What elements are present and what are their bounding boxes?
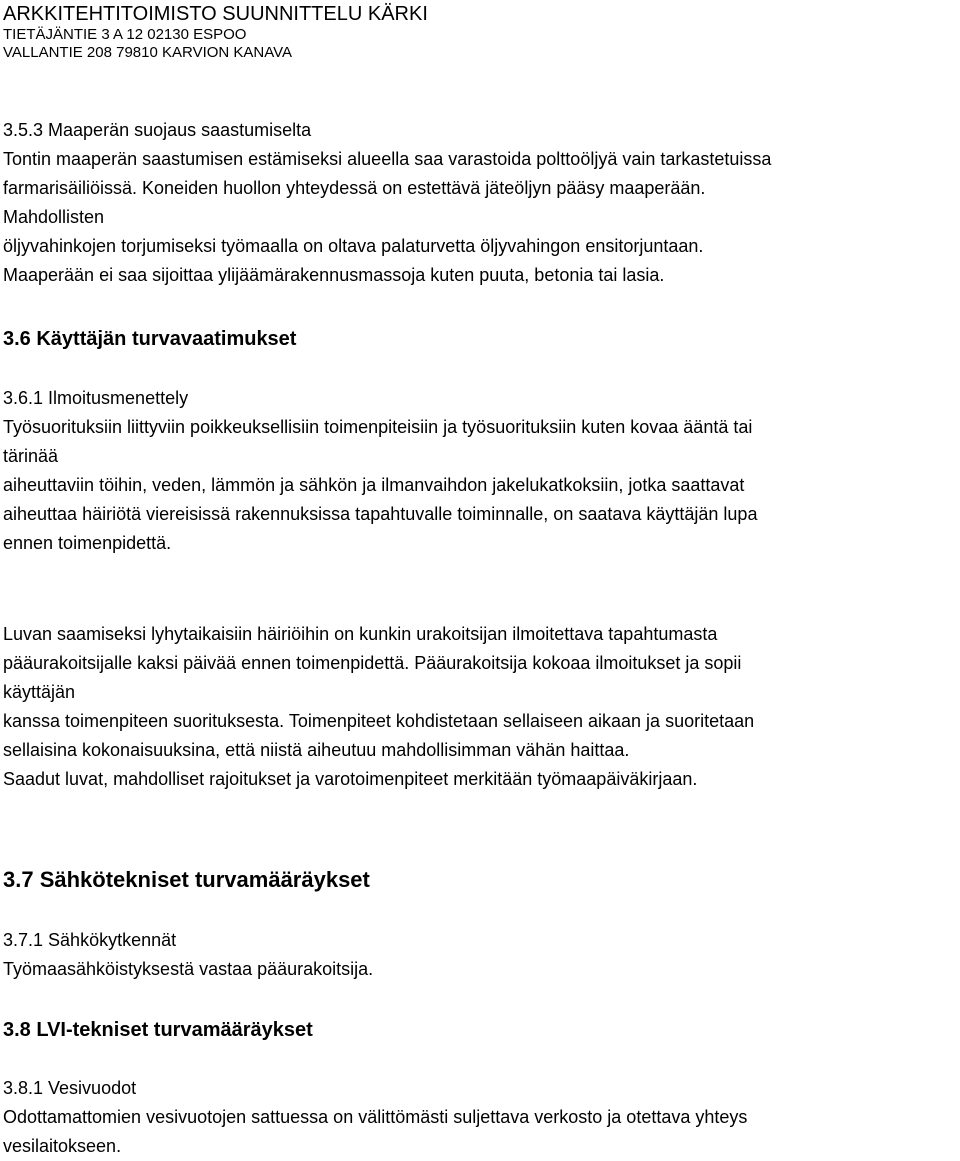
section-3-8-heading: 3.8 LVI-tekniset turvamääräykset — [3, 1019, 313, 1041]
section-3-7-heading: 3.7 Sähkötekniset turvamääräykset — [3, 867, 370, 892]
section-3-6-heading: 3.6 Käyttäjän turvavaatimukset — [3, 328, 297, 350]
paragraph-line: Maaperään ei saa sijoittaa ylijäämärakennusmassoja kuten puuta, betonia tai lasia. — [3, 265, 665, 285]
organization-name: ARKKITEHTITOIMISTO SUUNNITTELU KÄRKI — [3, 3, 428, 25]
paragraph-line: Mahdollisten — [3, 207, 105, 227]
address-line-1: TIETÄJÄNTIE 3 A 12 02130 ESPOO — [3, 26, 247, 43]
section-3-7-1 — [3, 926, 957, 984]
paragraph-line: sellaisina kokonaisuuksina, että niistä aiheutuu mahdollisimman vähän haittaa. — [3, 740, 630, 760]
paragraph-line: Työmaasähköistyksestä vastaa pääurakoitsija. — [3, 959, 374, 979]
section-3-6-1-paragraph-2 — [3, 620, 957, 794]
paragraph-line: käyttäjän — [3, 682, 76, 702]
paragraph-line: Luvan saamiseksi lyhytaikaisiin häiriöihin on kunkin urakoitsijan ilmoitettava tapahtumasta — [3, 624, 718, 644]
paragraph-line: kanssa toimenpiteen suorituksesta. Toimenpiteet kohdistetaan sellaiseen aikaan ja suoritetaan — [3, 711, 755, 731]
section-3-8-1-heading: 3.8.1 Vesivuodot — [3, 1078, 137, 1098]
paragraph-line: tärinää — [3, 446, 59, 466]
section-3-6-1 — [3, 384, 957, 558]
paragraph-line: pääurakoitsijalle kaksi päivää ennen toimenpidettä. Pääurakoitsija kokoaa ilmoitukset ja sopii — [3, 653, 742, 673]
section-3-6-1-heading: 3.6.1 Ilmoitusmenettely — [3, 388, 189, 408]
paragraph-line: farmarisäiliöissä. Koneiden huollon yhteydessä on estettävä jäteöljyn pääsy maaperään. — [3, 178, 706, 198]
address-line-2: VALLANTIE 208 79810 KARVION KANAVA — [3, 44, 293, 61]
paragraph-line: vesilaitokseen. — [3, 1136, 122, 1156]
section-3-5-3 — [3, 116, 957, 290]
paragraph-line: aiheuttaviin töihin, veden, lämmön ja sähkön ja ilmanvaihdon jakelukatkoksiin, jotka saattavat — [3, 475, 745, 495]
paragraph-line: ennen toimenpidettä. — [3, 533, 172, 553]
section-3-8-1 — [3, 1074, 957, 1161]
paragraph-line: Saadut luvat, mahdolliset rajoitukset ja varotoimenpiteet merkitään työmaapäiväkirjaan. — [3, 769, 698, 789]
section-3-7-1-heading: 3.7.1 Sähkökytkennät — [3, 930, 177, 950]
paragraph-line: öljyvahinkojen torjumiseksi työmaalla on oltava palaturvetta öljyvahingon ensitorjuntaan. — [3, 236, 704, 256]
paragraph-line: Tontin maaperän saastumisen estämiseksi alueella saa varastoida polttoöljyä vain tarkastetuissa — [3, 149, 772, 169]
section-3-5-3-heading: 3.5.3 Maaperän suojaus saastumiselta — [3, 120, 312, 140]
paragraph-line: aiheuttaa häiriötä viereisissä rakennuksissa tapahtuvalle toiminnalle, on saatava käyttäjän lupa — [3, 504, 758, 524]
paragraph-line: Työsuorituksiin liittyviin poikkeuksellisiin toimenpiteisiin ja työsuorituksiin kuten kovaa ääntä tai — [3, 417, 753, 437]
paragraph-line: Odottamattomien vesivuotojen sattuessa on välittömästi suljettava verkosto ja otettava yhteys — [3, 1107, 748, 1127]
